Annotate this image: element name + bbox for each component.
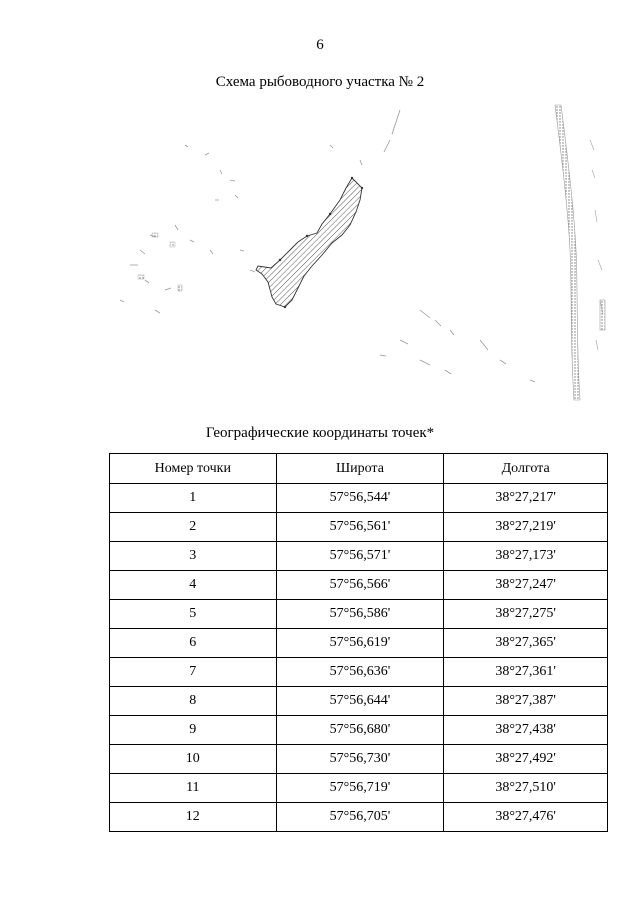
point-number: 1 xyxy=(110,484,277,513)
longitude: 38°27,365' xyxy=(444,629,608,658)
latitude: 57°56,680' xyxy=(276,716,444,745)
table-row xyxy=(110,484,608,513)
longitude: 38°27,387' xyxy=(444,687,608,716)
point-number: 6 xyxy=(110,629,277,658)
latitude: 57°56,586' xyxy=(276,600,444,629)
latitude: 57°56,730' xyxy=(276,745,444,774)
header-point-number: Номер точки xyxy=(110,454,277,484)
longitude: 38°27,476' xyxy=(444,803,608,832)
table-row xyxy=(110,542,608,571)
latitude: 57°56,561' xyxy=(276,513,444,542)
table-row xyxy=(110,745,608,774)
longitude: 38°27,219' xyxy=(444,513,608,542)
header-latitude: Широта xyxy=(276,454,444,484)
longitude: 38°27,438' xyxy=(444,716,608,745)
scheme-title: Схема рыбоводного участка № 2 xyxy=(215,74,425,90)
table-row xyxy=(110,774,608,803)
table-row xyxy=(110,687,608,716)
longitude: 38°27,361' xyxy=(444,658,608,687)
table-row xyxy=(110,571,608,600)
table-row xyxy=(110,658,608,687)
vegetation-patches xyxy=(138,233,182,291)
coordinates-table xyxy=(109,453,608,832)
point-number: 5 xyxy=(110,600,277,629)
table-row xyxy=(110,716,608,745)
table-row xyxy=(110,803,608,832)
latitude: 57°56,644' xyxy=(276,687,444,716)
latitude: 57°56,619' xyxy=(276,629,444,658)
point-number: 12 xyxy=(110,803,277,832)
table-row xyxy=(110,629,608,658)
road-side-details xyxy=(590,140,605,350)
point-number: 3 xyxy=(110,542,277,571)
longitude: 38°27,275' xyxy=(444,600,608,629)
point-number: 7 xyxy=(110,658,277,687)
page-number: 6 xyxy=(316,37,324,53)
header-longitude: Долгота xyxy=(444,454,608,484)
longitude: 38°27,510' xyxy=(444,774,608,803)
fish-farming-area-map xyxy=(100,100,620,410)
point-number: 4 xyxy=(110,571,277,600)
latitude: 57°56,571' xyxy=(276,542,444,571)
point-number: 10 xyxy=(110,745,277,774)
table-title: Географические координаты точек* xyxy=(205,425,435,441)
longitude: 38°27,247' xyxy=(444,571,608,600)
table-row xyxy=(110,513,608,542)
latitude: 57°56,636' xyxy=(276,658,444,687)
table-header-row xyxy=(110,454,608,484)
point-number: 9 xyxy=(110,716,277,745)
point-number: 2 xyxy=(110,513,277,542)
fish-farming-area xyxy=(256,178,362,307)
latitude: 57°56,705' xyxy=(276,803,444,832)
point-number: 11 xyxy=(110,774,277,803)
latitude: 57°56,544' xyxy=(276,484,444,513)
latitude: 57°56,566' xyxy=(276,571,444,600)
longitude: 38°27,173' xyxy=(444,542,608,571)
latitude: 57°56,719' xyxy=(276,774,444,803)
longitude: 38°27,217' xyxy=(444,484,608,513)
road-strip xyxy=(555,105,580,400)
table-row xyxy=(110,600,608,629)
longitude: 38°27,492' xyxy=(444,745,608,774)
point-number: 8 xyxy=(110,687,277,716)
